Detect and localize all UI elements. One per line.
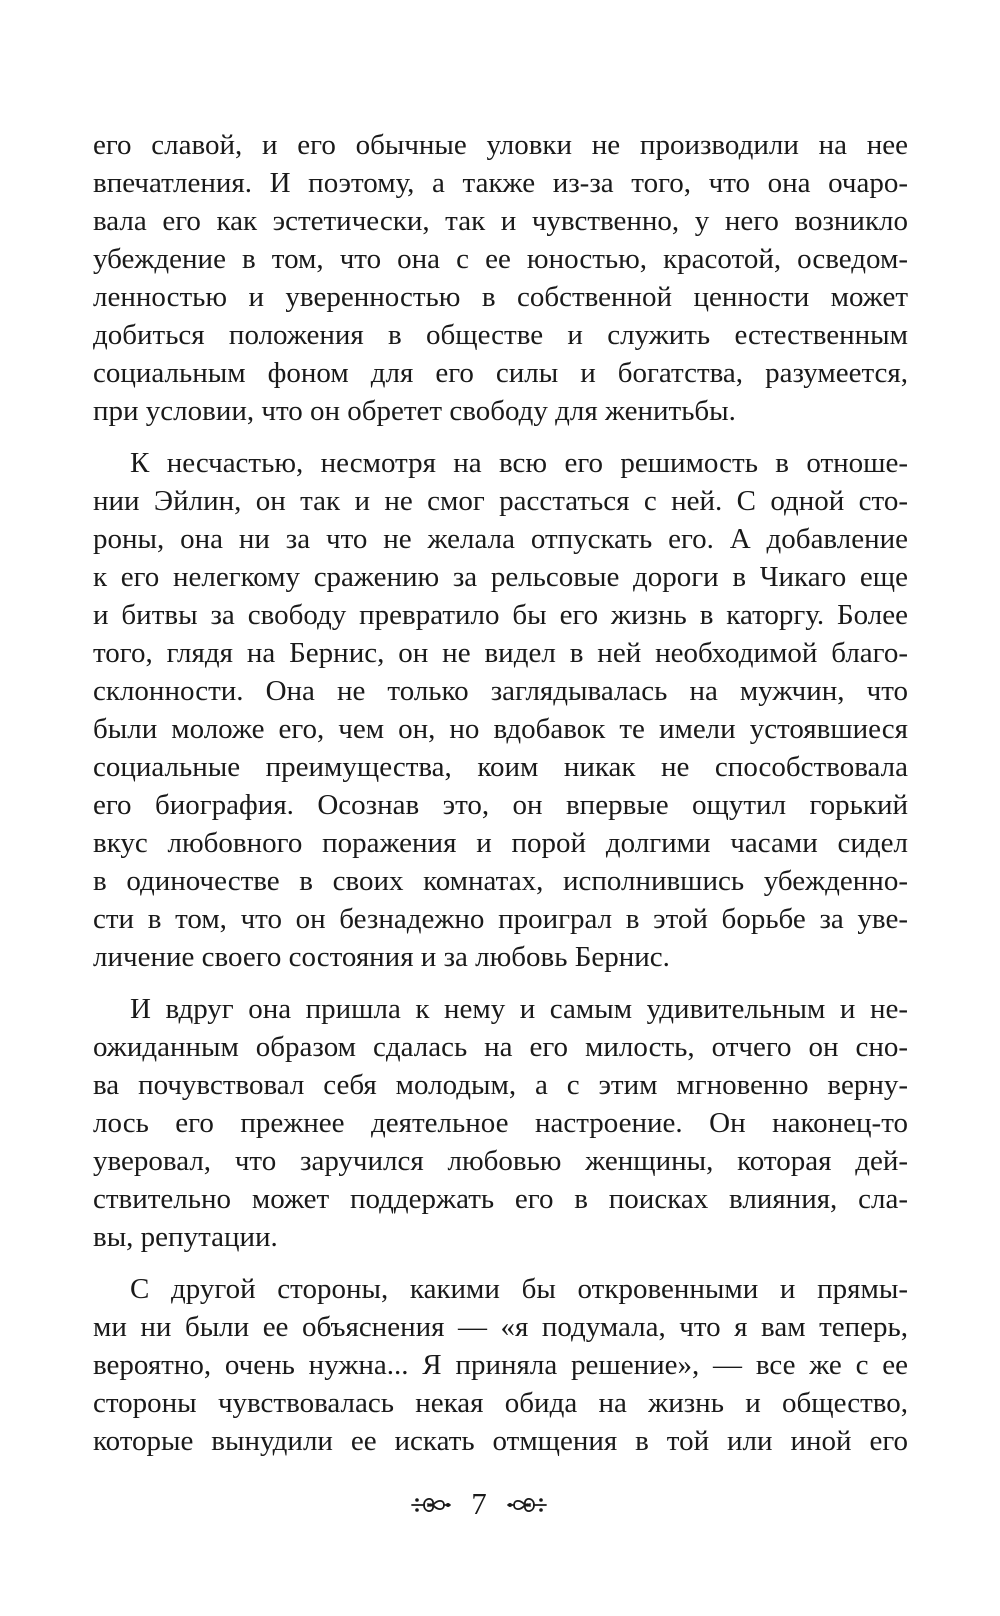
text-line: при условии, что он обретет свободу для женитьбы. (93, 395, 736, 427)
text-line: вала его как эстетически, так и чувственно, у него возникло (93, 205, 908, 237)
text-line: вероятно, очень нужна... Я приняла решение», — все же с ее (93, 1349, 908, 1381)
text-line: стороны чувствовалась некая обида на жизнь и общество, (93, 1387, 908, 1419)
floral-ornament-icon (506, 1494, 548, 1516)
text-line: вы, репутации. (93, 1221, 278, 1253)
text-line: И вдруг она пришла к нему и самым удивительным и не- (130, 993, 908, 1025)
text-line: роны, она ни за что не желала отпускать его. А добавление (93, 523, 908, 555)
text-line: его славой, и его обычные уловки не производили на нее (93, 129, 908, 161)
text-line: нии Эйлин, он так и не смог расстаться с ней. С одной сто- (93, 485, 908, 517)
page-footer (404, 1484, 554, 1526)
text-line: лось его прежнее деятельное настроение. Он наконец-то (93, 1107, 908, 1139)
text-line: и битвы за свободу превратило бы его жизнь в каторгу. Более (93, 599, 908, 631)
text-line: были моложе его, чем он, но вдобавок те имели устоявшиеся (93, 713, 908, 745)
text-line: добиться положения в обществе и служить естественным (93, 319, 908, 351)
text-line: ва почувствовал себя молодым, а с этим мгновенно верну- (93, 1069, 908, 1101)
text-line: в одиночестве в своих комнатах, исполнившись убежденно- (93, 865, 908, 897)
text-line: социальные преимущества, коим никак не способствовала (93, 751, 908, 783)
text-line: ленностью и уверенностью в собственной ценности может (93, 281, 908, 313)
text-line: сти в том, что он безнадежно проиграл в этой борьбе за уве- (93, 903, 908, 935)
text-line: того, глядя на Бернис, он не видел в ней необходимой благо- (93, 637, 908, 669)
page-number: 7 (471, 1486, 487, 1521)
text-line: впечатления. И поэтому, а также из-за того, что она очаро- (93, 167, 908, 199)
text-line: к его нелегкому сражению за рельсовые дороги в Чикаго еще (93, 561, 908, 593)
text-line: К несчастью, несмотря на всю его решимость в отноше- (130, 447, 908, 479)
text-line: ожиданным образом сдалась на его милость, отчего он сно- (93, 1031, 908, 1063)
text-line: убеждение в том, что она с ее юностью, красотой, осведом- (93, 243, 908, 275)
text-line: уверовал, что заручился любовью женщины, которая дей- (93, 1145, 908, 1177)
text-line: личение своего состояния и за любовь Бернис. (93, 941, 670, 973)
text-line: его биография. Осознав это, он впервые ощутил горький (93, 789, 908, 821)
text-line: социальным фоном для его силы и богатства, разумеется, (93, 357, 908, 389)
text-line: которые вынудили ее искать отмщения в той или иной его (93, 1425, 908, 1457)
text-line: ми ни были ее объяснения — «я подумала, что я вам теперь, (93, 1311, 908, 1343)
text-line: вкус любовного поражения и порой долгими часами сидел (93, 827, 908, 859)
text-line: склонности. Она не только заглядывалась на мужчин, что (93, 675, 908, 707)
text-line: С другой стороны, какими бы откровенными и прямы- (130, 1273, 908, 1305)
text-line: ствительно может поддержать его в поисках влияния, сла- (93, 1183, 908, 1215)
